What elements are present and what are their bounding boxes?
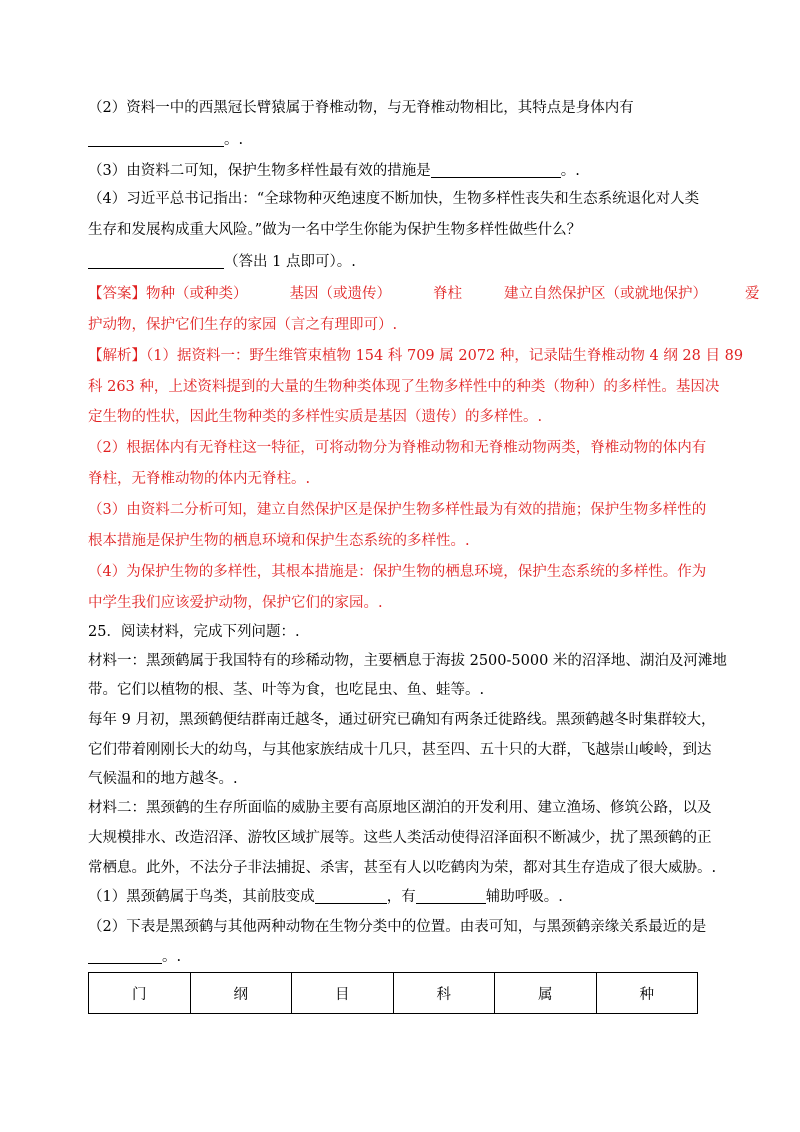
q24-part3-prompt: （3）由资料二可知，保护生物多样性最有效的措施是 xyxy=(88,163,431,179)
q24-part2-line2 xyxy=(88,129,720,151)
analysis-line4: （2）根据体内有无脊柱这一特征，可将动物分为脊椎动物和无脊椎动物两类，脊椎动物的体内有 xyxy=(88,440,707,456)
q25-part2-line2 xyxy=(88,946,720,968)
analysis-line3: 定生物的性状，因此生物种类的多样性实质是基因（遗传）的多样性。. xyxy=(88,409,543,425)
material1-line3: 每年 9 月初，黑颈鹤便结群南迁越冬，通过研究已确知有两条迁徙路线。黑颈鹤越冬时集群较大， xyxy=(88,712,716,728)
material2-line2: 大规模排水、改造沼泽、游牧区域扩展等。这些人类活动使得沼泽面积不断减少，扰了黑颈鹤的正 xyxy=(88,830,712,846)
answer-line1 xyxy=(88,283,760,305)
analysis-label: 【解析】 xyxy=(88,348,146,364)
analysis-line5: 脊柱，无脊椎动物的体内无脊柱。. xyxy=(88,471,311,487)
q25-part1-mid: ，有 xyxy=(386,889,416,905)
q24-part3-line xyxy=(88,160,720,182)
material1-line4: 它们带着刚刚长大的幼鸟，与其他家族结成十几只，甚至四、五十只的大群，飞越崇山峻岭，到达 xyxy=(88,742,712,758)
q25-part2-tail: 。. xyxy=(162,949,182,965)
table-header-cell: 科 xyxy=(393,973,495,1014)
answer-line2: 护动物，保护它们生存的家园（言之有理即可）. xyxy=(88,317,398,333)
analysis-line8: （4）为保护生物的多样性，其根本措施是：保护生物的栖息环境，保护生态系统的多样性。作为 xyxy=(88,564,707,580)
answer-blank xyxy=(431,163,561,178)
analysis-text-1: （1）据资料一：野生维管束植物 154 科 709 属 2072 种，记录陆生脊椎动物 4 纲 28 目 89 xyxy=(146,348,744,364)
material2-line1: 材料二：黑颈鹤的生存所面临的威胁主要有高原地区湖泊的开发利用、建立渔场、修筑公路，以及 xyxy=(88,800,712,816)
answer-item-4: 建立自然保护区（或就地保护） xyxy=(504,286,707,302)
table-row xyxy=(89,973,698,1014)
q25-part1 xyxy=(88,886,720,908)
material1-line1: 材料一：黑颈鹤属于我国特有的珍稀动物，主要栖息于海拔 2500-5000 米的沼泽地、湖泊及河滩地 xyxy=(88,653,727,669)
answer-blank xyxy=(88,132,224,147)
material1-line5: 气候温和的地方越冬。. xyxy=(88,771,238,787)
analysis-line9: 中学生我们应该爱护动物，保护它们的家园。. xyxy=(88,595,383,611)
analysis-line7: 根本措施是保护生物的栖息环境和保护生态系统的多样性。. xyxy=(88,533,470,549)
answer-blank xyxy=(88,949,162,964)
table-header-cell: 目 xyxy=(292,973,394,1014)
answer-item-2: 基因（或遗传） xyxy=(289,286,391,302)
q24-part2-tail: 。. xyxy=(224,132,244,148)
q25-heading: 25．阅读材料，完成下列问题：. xyxy=(88,624,300,640)
table-header-cell: 属 xyxy=(495,973,597,1014)
table-header-cell: 种 xyxy=(596,973,698,1014)
classification-table xyxy=(88,972,698,1014)
answer-blank xyxy=(315,889,387,904)
q24-part3-tail: 。. xyxy=(560,163,580,179)
answer-item-3: 脊柱 xyxy=(433,286,462,302)
q24-part2-line1: （2）资料一中的西黑冠长臂猿属于脊椎动物，与无脊椎动物相比，其特点是身体内有 xyxy=(88,100,634,116)
q24-part4-tail: （答出 1 点即可）。. xyxy=(224,254,356,270)
q24-part4-line1: （4）习近平总书记指出：“全球物种灭绝速度不断加快，生物多样性丧失和生态系统退化对人类 xyxy=(88,191,700,207)
q25-part1-tail: 辅助呼吸。. xyxy=(485,889,563,905)
q25-part1-prompt: （1）黑颈鹤属于鸟类，其前肢变成 xyxy=(88,889,315,905)
table-header-cell: 纲 xyxy=(190,973,292,1014)
table-header-cell: 门 xyxy=(89,973,191,1014)
answer-item-1: 物种（或种类） xyxy=(146,286,248,302)
q24-part4-line2: 生存和发展构成重大风险。”做为一名中学生你能为保护生物多样性做些什么？ xyxy=(88,222,582,238)
analysis-line2: 科 263 种，上述资料提到的大量的生物种类体现了生物多样性中的种类（物种）的多样性。基因决 xyxy=(88,379,720,395)
answer-item-5-start: 爱 xyxy=(745,286,760,302)
analysis-line6: （3）由资料二分析可知，建立自然保护区是保护生物多样性最为有效的措施；保护生物多样性的 xyxy=(88,502,707,518)
analysis-line1 xyxy=(88,345,744,367)
answer-label: 【答案】 xyxy=(88,286,146,302)
q24-part4-line3 xyxy=(88,251,720,273)
q25-part2-line1: （2）下表是黑颈鹤与其他两种动物在生物分类中的位置。由表可知，与黑颈鹤亲缘关系最近的是 xyxy=(88,919,707,935)
answer-blank xyxy=(416,889,486,904)
material2-line3: 常栖息。此外，不法分子非法捕捉、杀害，甚至有人以吃鹤肉为荣，都对其生存造成了很大威胁。. xyxy=(88,860,717,876)
material1-line2: 带。它们以植物的根、茎、叶等为食，也吃昆虫、鱼、蛙等。. xyxy=(88,682,485,698)
answer-blank xyxy=(88,254,224,269)
